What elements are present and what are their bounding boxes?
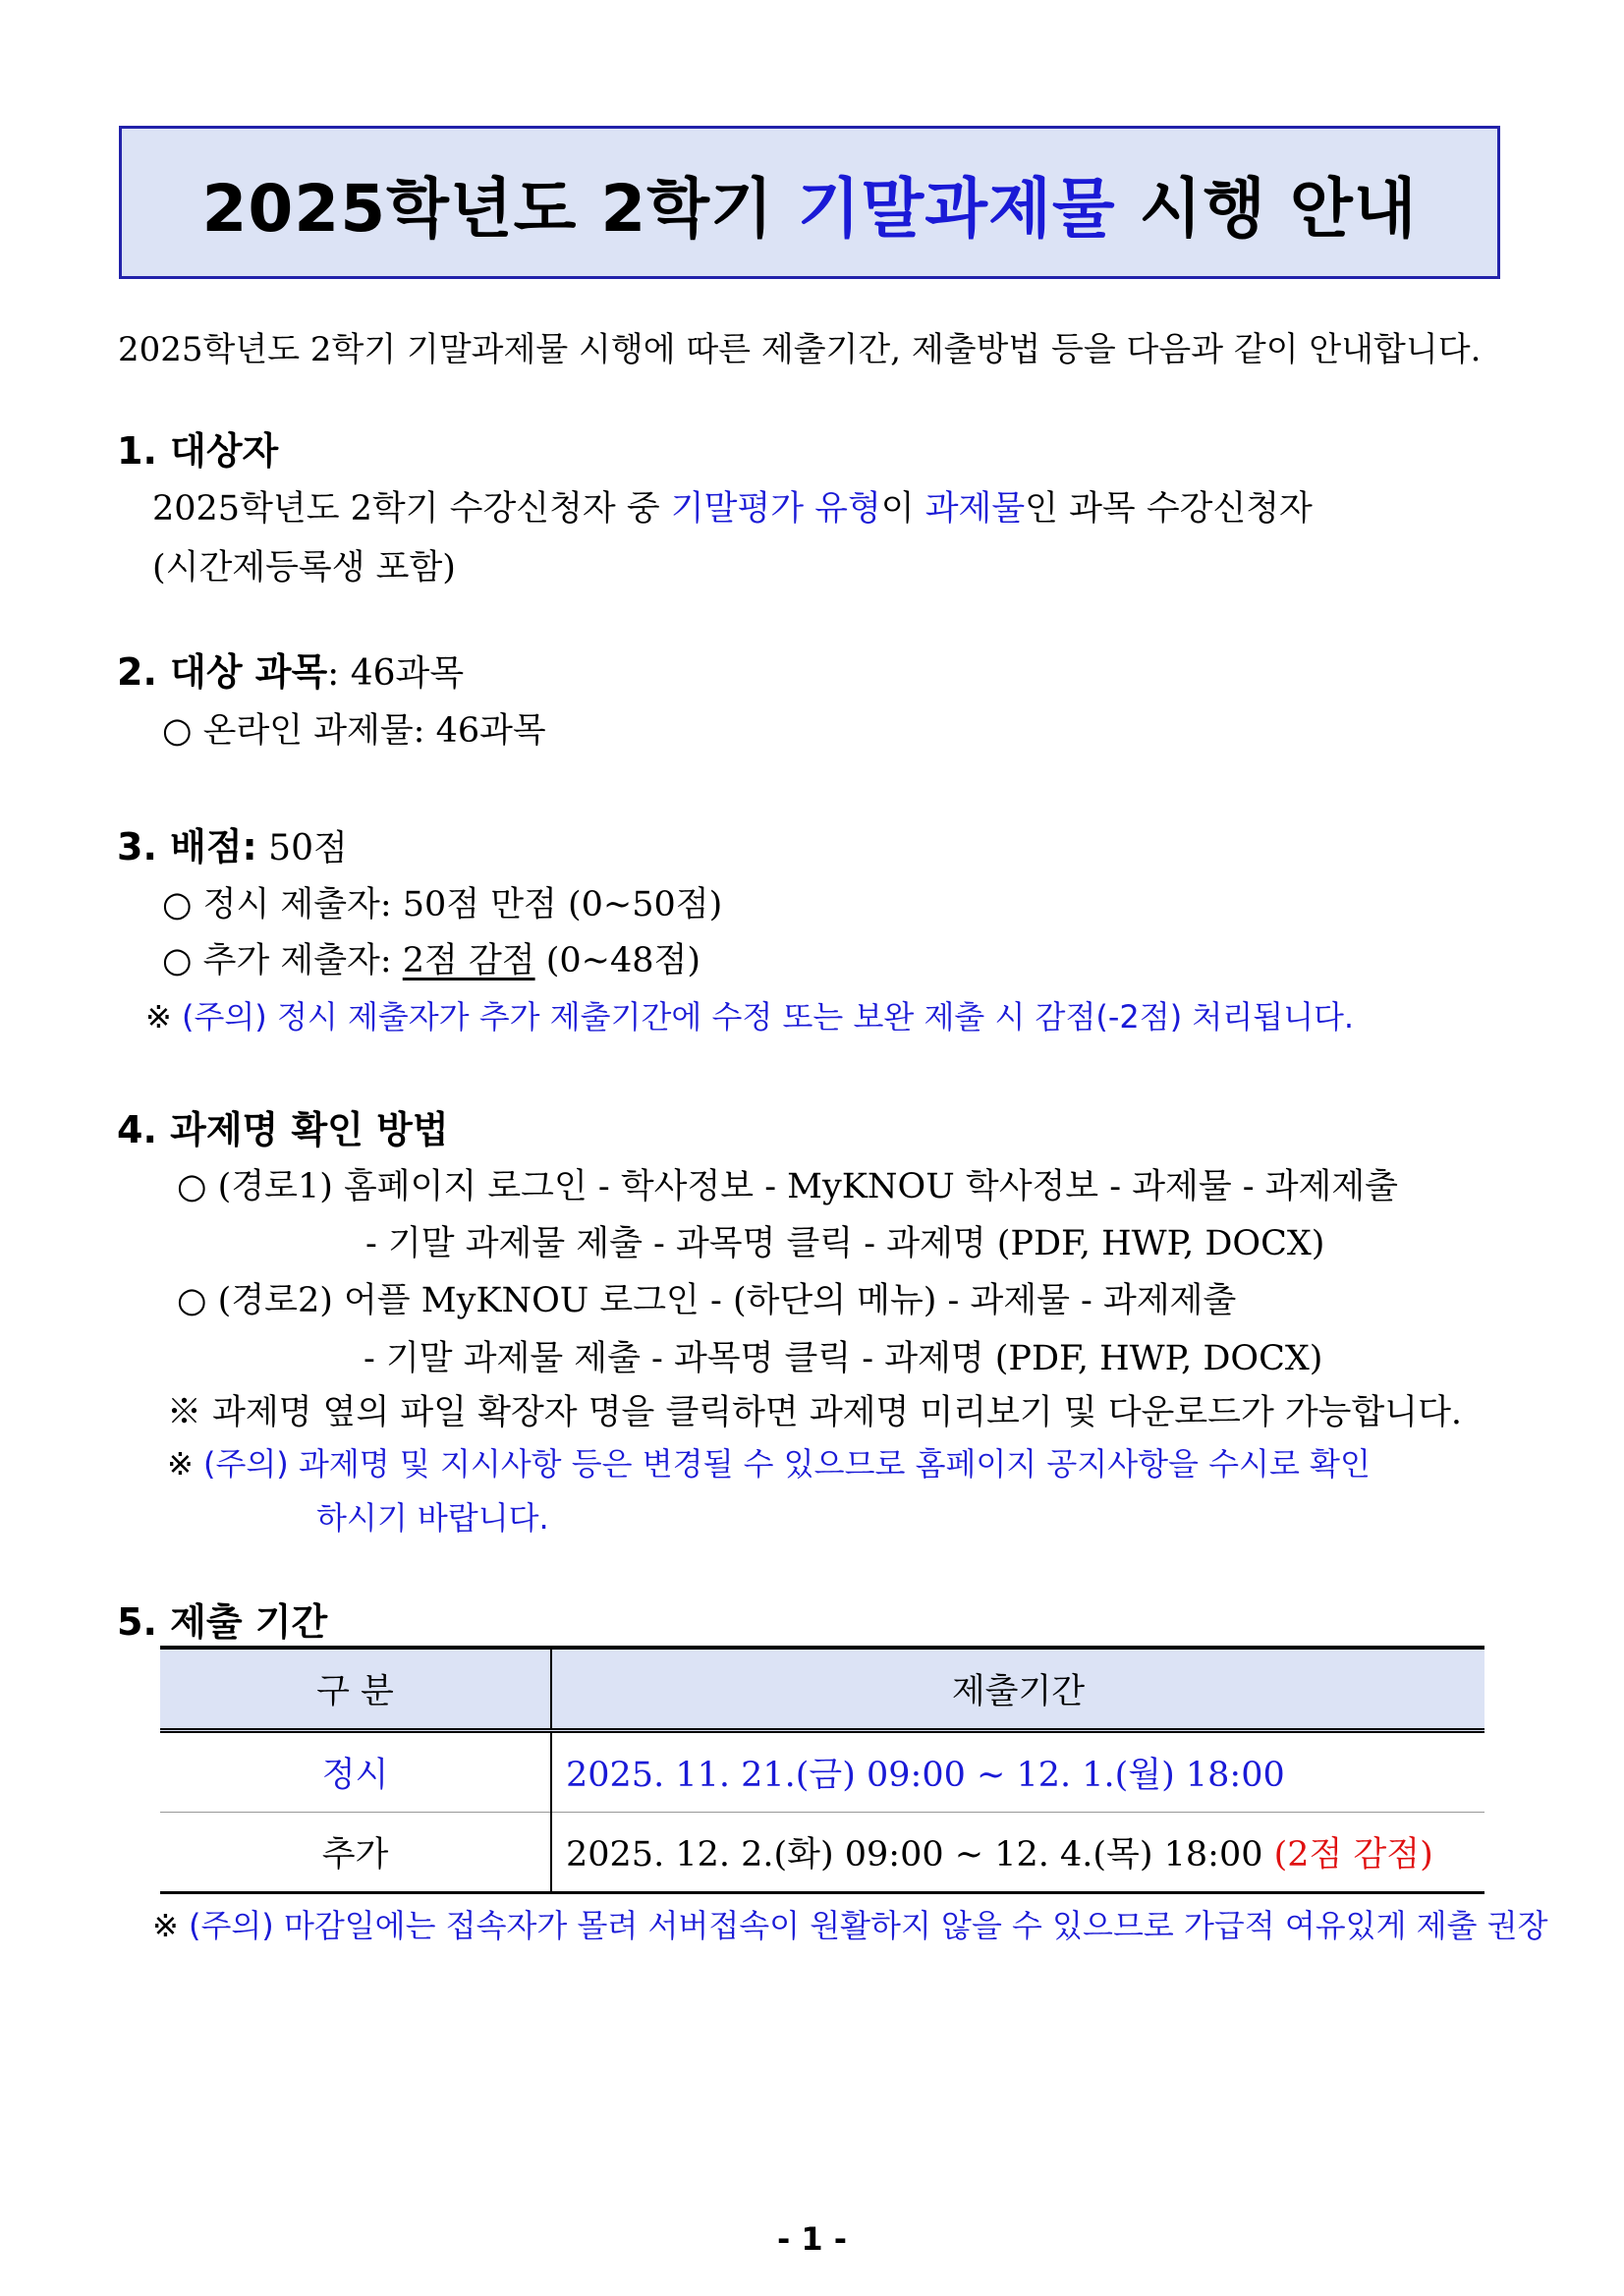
section1-line2: (시간제등록생 포함): [152, 548, 456, 588]
section4-note2: ※ (주의) 과제명 및 지시사항 등은 변경될 수 있으므로 홈페이지 공지사항을 수시로 확인: [167, 1445, 1371, 1483]
section5-note: ※ (주의) 마감일에는 접속자가 몰려 서버접속이 원활하지 않을 수 있으므로 가급적 여유있게 제출 권장: [152, 1907, 1548, 1944]
table-header-category: 구 분: [160, 1648, 551, 1731]
section1-line1: 2025학년도 2학기 수강신청자 중 기말평가 유형이 과제물인 과목 수강신청자: [152, 489, 1313, 529]
submission-period-table: [160, 1646, 1484, 1894]
section2-item1: ○ 온라인 과제물: 46과목: [162, 711, 546, 751]
intro-text: 2025학년도 2학기 기말과제물 시행에 따른 제출기간, 제출방법 등을 다음과 같이 안내합니다.: [118, 330, 1482, 369]
title-box: [119, 126, 1500, 279]
section2-heading: 2. 대상 과목: 46과목: [117, 650, 465, 694]
section4-path2-line2: - 기말 과제물 제출 - 과목명 클릭 - 과제명 (PDF, HWP, DOCX): [364, 1339, 1323, 1378]
table-cell-period: 2025. 11. 21.(금) 09:00 ~ 12. 1.(월) 18:00: [551, 1731, 1484, 1813]
section4-note2-cont: 하시기 바랍니다.: [316, 1499, 549, 1537]
section1-heading: 1. 대상자: [117, 429, 279, 473]
section3-item2: ○ 추가 제출자: 2점 감점 (0~48점): [162, 941, 700, 980]
table-header-period: 제출기간: [551, 1648, 1484, 1731]
page-title: [201, 156, 1417, 250]
title-suffix: 시행 안내: [1115, 170, 1418, 247]
table-header-row: [160, 1648, 1484, 1731]
page-number: - 1 -: [776, 2220, 848, 2258]
title-highlight: 기말과제물: [797, 170, 1116, 247]
table-cell-label: 추가: [160, 1813, 551, 1893]
table-cell-period: 2025. 12. 2.(화) 09:00 ~ 12. 4.(목) 18:00 (2점 감점): [551, 1813, 1484, 1893]
section3-heading: 3. 배점: 50점: [117, 825, 348, 868]
table-row: [160, 1731, 1484, 1813]
section4-note1: ※ 과제명 옆의 파일 확장자 명을 클릭하면 과제명 미리보기 및 다운로드가 가능합니다.: [167, 1393, 1463, 1432]
title-prefix: 2025학년도 2학기: [201, 170, 798, 247]
section4-path1-line2: - 기말 과제물 제출 - 과목명 클릭 - 과제명 (PDF, HWP, DOCX): [365, 1224, 1325, 1263]
table-cell-label: 정시: [160, 1731, 551, 1813]
section3-note: ※ (주의) 정시 제출자가 추가 제출기간에 수정 또는 보완 제출 시 감점(-2점) 처리됩니다.: [145, 998, 1355, 1036]
section4-path1-line1: ○ (경로1) 홈페이지 로그인 - 학사정보 - MyKNOU 학사정보 - 과제물 - 과제제출: [177, 1167, 1398, 1206]
section5-heading: 5. 제출 기간: [117, 1600, 328, 1644]
table-row: [160, 1813, 1484, 1893]
section4-path2-line1: ○ (경로2) 어플 MyKNOU 로그인 - (하단의 메뉴) - 과제물 - 과제제출: [177, 1281, 1237, 1320]
section4-heading: 4. 과제명 확인 방법: [117, 1108, 449, 1151]
section3-item1: ○ 정시 제출자: 50점 만점 (0~50점): [162, 885, 723, 924]
